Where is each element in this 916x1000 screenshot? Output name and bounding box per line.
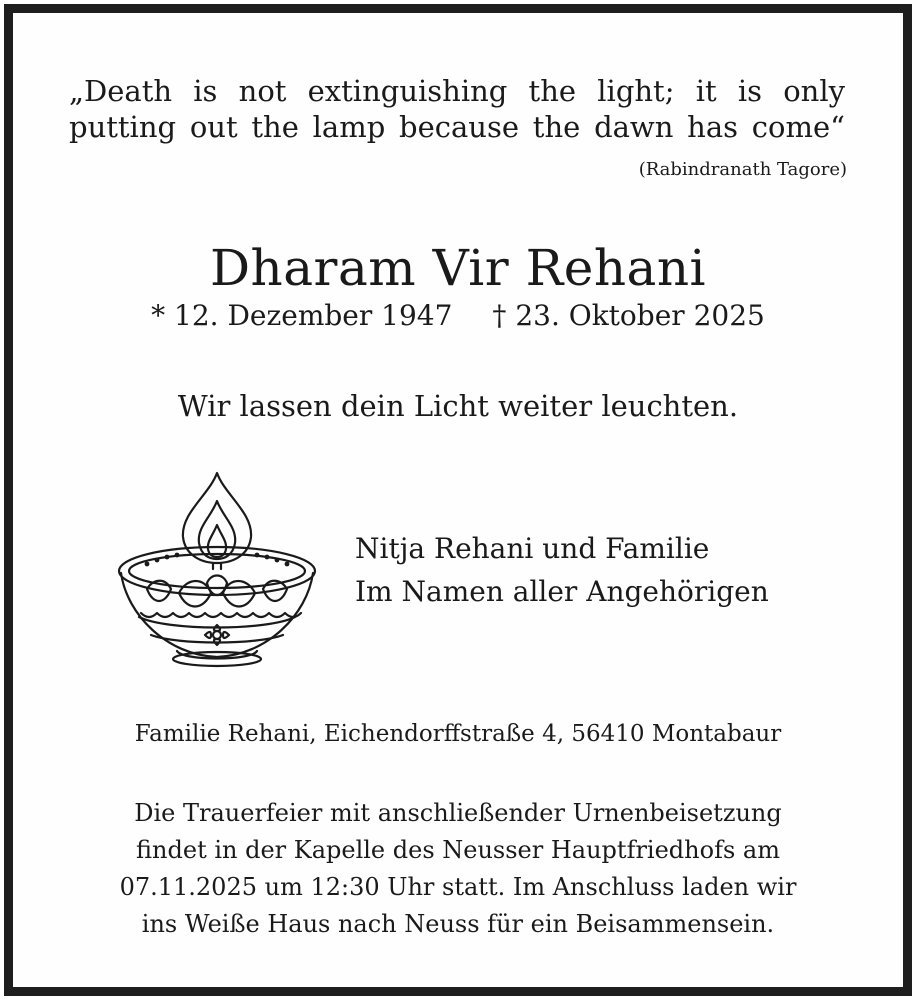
signer-line-1: Nitja Rehani und Familie: [355, 532, 710, 565]
obituary-notice: [4, 4, 912, 996]
signer-line-2: Im Namen aller Angehörigen: [355, 575, 769, 608]
quote-author: (Rabindranath Tagore): [638, 159, 847, 180]
notice-line-2: findet in der Kapelle des Neusser Hauptfriedhofs am: [136, 836, 780, 864]
birth-date: * 12. Dezember 1947: [151, 299, 453, 332]
death-date: † 23. Oktober 2025: [492, 299, 765, 332]
signers: [355, 527, 769, 613]
quote-line-2: putting out the lamp because the dawn has come“: [69, 110, 845, 144]
life-dates: [13, 299, 903, 332]
notice-line-1: Die Trauerfeier mit anschließender Urnenbeisetzung: [134, 799, 782, 827]
family-address: Familie Rehani, Eichendorffstraße 4, 56410 Montabaur: [134, 721, 782, 747]
motto: Wir lassen dein Licht weiter leuchten.: [177, 389, 739, 423]
funeral-notice: [53, 795, 863, 943]
quote: [69, 73, 845, 145]
deceased-name: Dharam Vir Rehani: [209, 239, 707, 297]
notice-line-4: ins Weiße Haus nach Neuss für ein Beisammensein.: [141, 910, 775, 938]
notice-line-3: 07.11.2025 um 12:30 Uhr statt. Im Anschluss laden wir: [119, 873, 797, 901]
diya-oil-lamp-icon: [117, 465, 317, 673]
quote-line-1: „Death is not extinguishing the light; it is only: [69, 74, 845, 108]
